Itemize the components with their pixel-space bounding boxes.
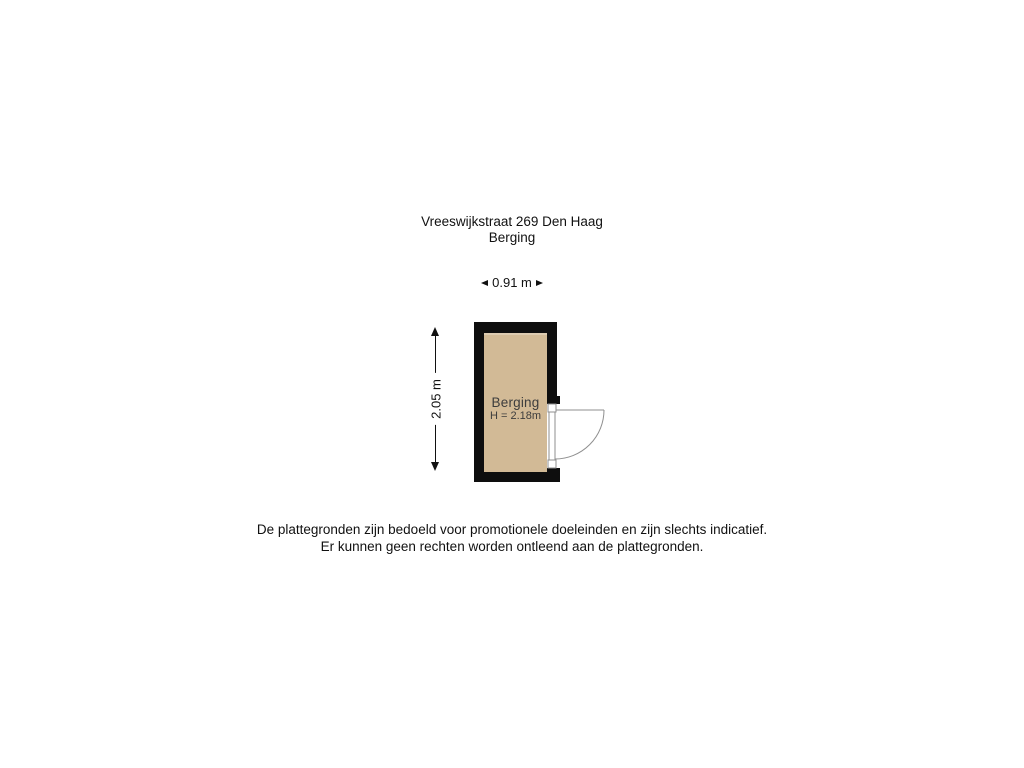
header — [0, 214, 1024, 245]
room-floor — [484, 333, 547, 472]
door-jamb-top — [547, 396, 560, 404]
door-jamb-bottom — [547, 468, 560, 482]
door-hinge-top — [548, 404, 556, 412]
door-swing-arc — [555, 410, 604, 459]
room-label — [484, 395, 547, 422]
arrow-down-icon — [431, 462, 439, 471]
room-height-label: H = 2.18m — [489, 410, 542, 422]
plan-subtitle: Berging — [488, 229, 536, 245]
disclaimer-line-1: De plattegronden zijn bedoeld voor promotionele doeleinden en zijn slechts indicatief. — [256, 522, 768, 537]
door — [543, 392, 612, 486]
door-hinge-bottom — [548, 460, 556, 468]
disclaimer-line-2: Er kunnen geen rechten worden ontleend aan de plattegronden. — [320, 538, 704, 554]
arrow-left-icon — [481, 280, 488, 286]
plan-title: Vreeswijkstraat 269 Den Haag — [421, 214, 603, 229]
width-dimension — [0, 275, 1024, 290]
room-name-label: Berging — [491, 395, 540, 410]
door-leaf — [549, 404, 555, 468]
height-dimension-label: 2.05 m — [427, 373, 446, 425]
disclaimer — [0, 522, 1024, 555]
width-dimension-label: 0.91 m — [492, 275, 532, 290]
arrow-right-icon — [536, 280, 543, 286]
